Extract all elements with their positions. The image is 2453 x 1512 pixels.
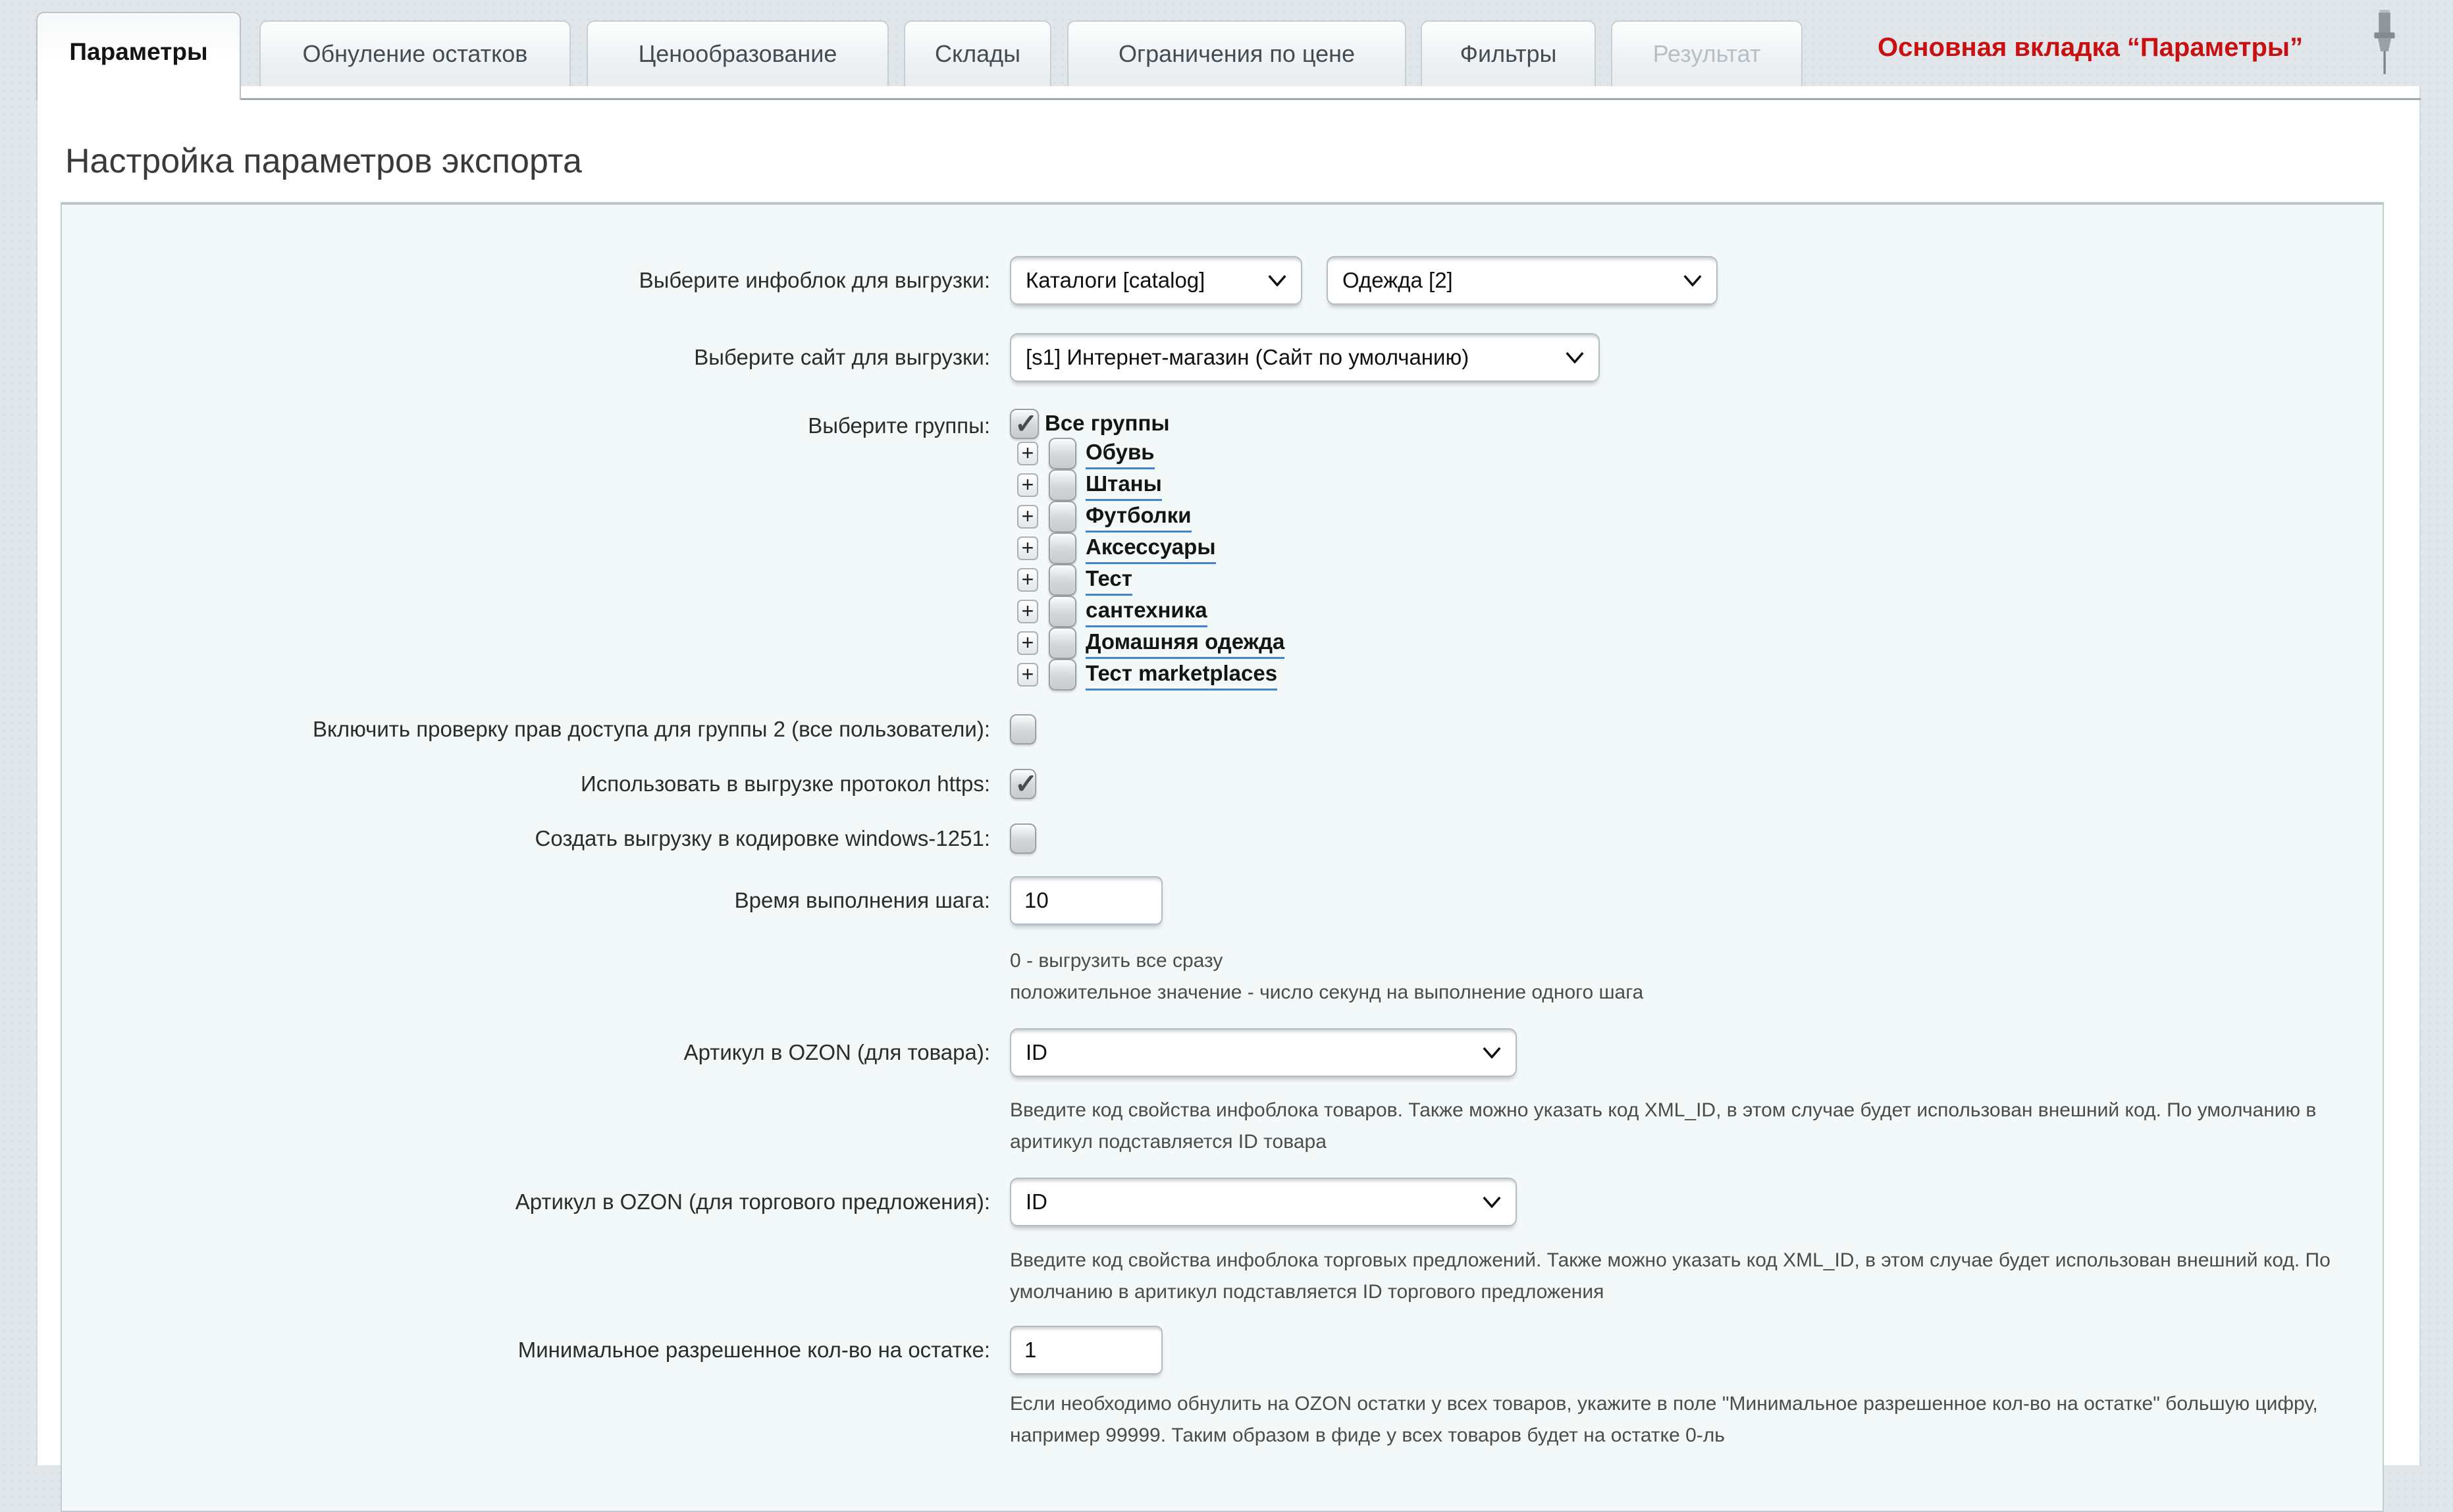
group-link[interactable]: Тест: [1086, 564, 1132, 596]
step-time-help: [1010, 945, 1643, 1008]
tree-item: [1010, 469, 1932, 501]
row-min-quantity: [62, 1326, 2383, 1374]
row-https: [62, 769, 2383, 799]
group-link[interactable]: Штаны: [1086, 469, 1162, 501]
tree-item: [1010, 501, 1932, 533]
select-infoblock-type-value: Каталоги [catalog]: [1026, 268, 1205, 292]
ozon-article-offer-label: Артикул в OZON (для торгового предложения):: [515, 1189, 990, 1214]
group-checkbox[interactable]: [1049, 469, 1076, 501]
chevron-down-icon: [1566, 352, 1584, 363]
row-ozon-article-product: [62, 1028, 2383, 1077]
tree-item: [1010, 438, 1932, 469]
content-panel: [36, 86, 2421, 1465]
expand-plus-icon[interactable]: +: [1017, 568, 1038, 592]
min-quantity-label: Минимальное разрешенное кол-во на остатке:: [517, 1338, 990, 1362]
step-time-help-line2: положительное значение - число секунд на выполнение одного шага: [1010, 981, 1644, 1003]
group-checkbox[interactable]: [1049, 533, 1076, 564]
group-checkbox[interactable]: [1049, 627, 1076, 659]
group-checkbox[interactable]: [1049, 659, 1076, 691]
group-link[interactable]: Футболки: [1086, 501, 1192, 533]
row-access-rights: [62, 714, 2383, 744]
check-icon: ✓: [1015, 408, 1038, 439]
https-label: Использовать в выгрузке протокол https:: [581, 771, 990, 796]
infoblock-label: Выберите инфоблок для выгрузки:: [639, 268, 990, 292]
select-infoblock[interactable]: [1327, 256, 1718, 305]
groups-label: Выберите группы:: [808, 413, 990, 438]
select-infoblock-value: Одежда [2]: [1342, 268, 1453, 292]
select-site-value: [s1] Интернет-магазин (Сайт по умолчанию): [1026, 345, 1469, 369]
expand-plus-icon[interactable]: +: [1017, 600, 1038, 623]
row-infoblock: [62, 256, 2383, 305]
row-windows-1251: [62, 823, 2383, 854]
expand-plus-icon[interactable]: +: [1017, 536, 1038, 560]
select-infoblock-type[interactable]: [1010, 256, 1302, 305]
select-ozon-article-offer-value: ID: [1026, 1189, 1047, 1214]
site-label: Выберите сайт для выгрузки:: [694, 345, 990, 369]
select-ozon-article-product-value: ID: [1026, 1040, 1047, 1064]
tab-parameters[interactable]: Параметры: [36, 12, 241, 100]
min-quantity-input[interactable]: [1010, 1326, 1163, 1374]
expand-plus-icon[interactable]: +: [1017, 631, 1038, 655]
ozon-article-product-help: Введите код свойства инфоблока товаров. Также можно указать код XML_ID, в этом случае будет использован внешний код. По умолчанию в аритикул подставляется ID товара: [1010, 1099, 2317, 1153]
ozon-article-product-label: Артикул в OZON (для товара):: [683, 1040, 990, 1064]
check-icon: ✓: [1015, 768, 1038, 799]
select-ozon-article-product[interactable]: [1010, 1028, 1517, 1077]
group-link[interactable]: Тест marketplaces: [1086, 659, 1277, 691]
row-ozon-article-offer: [62, 1178, 2383, 1226]
tabbar-divider: [36, 98, 2421, 100]
tree-item: [1010, 627, 1932, 659]
group-link[interactable]: Аксессуары: [1086, 533, 1216, 564]
min-quantity-help: Если необходимо обнулить на OZON остатки у всех товаров, укажите в поле "Минимальное разрешенное кол-во на остатке" большую цифру, например 99999. Таким образом в фиде у всех товаров будет на остатке 0-ль: [1010, 1393, 2318, 1446]
chevron-down-icon: [1483, 1047, 1501, 1058]
access-rights-label: Включить проверку прав доступа для группы 2 (все пользователи):: [313, 717, 990, 741]
expand-plus-icon[interactable]: +: [1017, 663, 1038, 687]
tree-item-all: [1010, 407, 1932, 439]
tab-note: Основная вкладка “Параметры”: [1878, 33, 2304, 62]
group-link[interactable]: сантехника: [1086, 596, 1207, 627]
tab-warehouses[interactable]: Склады: [904, 20, 1051, 86]
all-groups-label: Все группы: [1045, 411, 1170, 435]
https-checkbox[interactable]: [1010, 769, 1036, 799]
tree-item: [1010, 564, 1932, 596]
access-rights-checkbox[interactable]: [1010, 714, 1036, 744]
select-site[interactable]: [1010, 333, 1600, 382]
group-tree: [1010, 407, 1932, 875]
tree-item: [1010, 596, 1932, 627]
row-step-time: [62, 876, 2383, 925]
pushpin-icon[interactable]: [2369, 9, 2400, 81]
page-title: Настройка параметров экспорта: [65, 142, 582, 180]
windows-1251-label: Создать выгрузку в кодировке windows-1251:: [535, 826, 990, 850]
settings-box: [61, 202, 2384, 1512]
step-time-help-line1: 0 - выгрузить все сразу: [1010, 950, 1223, 972]
chevron-down-icon: [1683, 274, 1702, 286]
select-ozon-article-offer[interactable]: [1010, 1178, 1517, 1226]
tab-result[interactable]: Результат: [1611, 20, 1803, 86]
all-groups-checkbox[interactable]: [1010, 409, 1039, 439]
expand-plus-icon[interactable]: +: [1017, 442, 1038, 465]
group-link[interactable]: Домашняя одежда: [1086, 627, 1284, 659]
group-checkbox[interactable]: [1049, 564, 1076, 596]
tab-zero-stocks[interactable]: Обнуление остатков: [259, 20, 571, 86]
row-site: [62, 333, 2383, 382]
group-checkbox[interactable]: [1049, 438, 1076, 469]
ozon-article-offer-help: Введите код свойства инфоблока торговых предложений. Также можно указать код XML_ID, в этом случае будет использован внешний код. По умолчанию в аритикул подставляется ID торгового предложения: [1010, 1249, 2331, 1303]
tab-pricing[interactable]: Ценообразование: [587, 20, 889, 86]
step-time-label: Время выполнения шага:: [734, 888, 990, 912]
tree-item: [1010, 533, 1932, 564]
step-time-input[interactable]: [1010, 876, 1163, 925]
expand-plus-icon[interactable]: +: [1017, 473, 1038, 497]
windows-1251-checkbox[interactable]: [1010, 823, 1036, 854]
tab-price-limits[interactable]: Ограничения по цене: [1067, 20, 1406, 86]
group-checkbox[interactable]: [1049, 501, 1076, 533]
tab-filters[interactable]: Фильтры: [1421, 20, 1596, 86]
group-link[interactable]: Обувь: [1086, 438, 1155, 469]
chevron-down-icon: [1268, 274, 1286, 286]
tree-item: [1010, 659, 1932, 691]
expand-plus-icon[interactable]: +: [1017, 505, 1038, 529]
group-checkbox[interactable]: [1049, 596, 1076, 627]
chevron-down-icon: [1483, 1196, 1501, 1208]
